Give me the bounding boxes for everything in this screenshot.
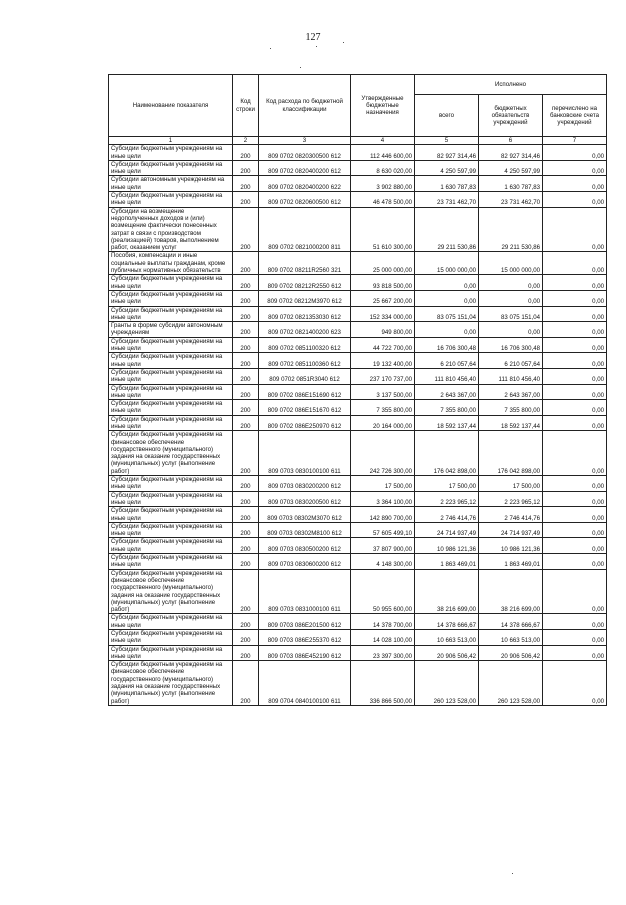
table-row [109,353,607,369]
table-row [109,290,607,306]
row-executed-total: 38 216 699,00 [415,569,479,614]
row-executed-obligations: 1 863 469,01 [479,554,543,570]
row-approved: 19 132 400,00 [351,353,415,369]
row-executed-obligations: 38 216 699,00 [479,569,543,614]
row-transferred: 0,00 [543,252,607,275]
row-transferred: 0,00 [543,275,607,291]
header-approved: Утвержденные бюджетные назначения [351,75,415,137]
header-name: Наименование показателя [109,75,233,137]
table-row [109,522,607,538]
table-row [109,491,607,507]
row-transferred: 0,00 [543,145,607,161]
row-executed-total: 1 630 787,83 [415,176,479,192]
row-executed-obligations: 83 075 151,04 [479,306,543,322]
row-executed-obligations: 0,00 [479,322,543,338]
table-row [109,554,607,570]
row-name: Субсидии бюджетным учреждениям на иные цели [109,306,233,322]
header-code: Код строки [233,75,259,137]
row-executed-obligations: 23 731 462,70 [479,192,543,208]
row-code: 200 [233,569,259,614]
row-transferred: 0,00 [543,353,607,369]
row-approved: 112 446 600,00 [351,145,415,161]
row-approved: 51 610 300,00 [351,207,415,252]
row-code: 200 [233,538,259,554]
scan-speck [300,67,301,68]
row-executed-obligations: 6 210 057,64 [479,353,543,369]
row-transferred: 0,00 [543,368,607,384]
row-classification-code: 809 0702 0851R3040 612 [259,368,351,384]
column-number: 3 [259,137,351,145]
row-approved: 336 866 500,00 [351,661,415,706]
row-code: 200 [233,614,259,630]
header-total: всего [415,95,479,137]
row-name: Субсидии бюджетным учреждениям на иные цели [109,400,233,416]
row-code: 200 [233,145,259,161]
row-classification-code: 809 0703 0830200200 612 [259,476,351,492]
row-classification-code: 809 0702 0820300500 612 [259,145,351,161]
table-row [109,569,607,614]
table-row [109,322,607,338]
row-executed-total: 18 592 137,44 [415,415,479,431]
row-transferred: 0,00 [543,400,607,416]
column-number: 6 [479,137,543,145]
row-executed-obligations: 2 643 367,00 [479,384,543,400]
table-header [109,75,607,145]
row-transferred: 0,00 [543,415,607,431]
row-transferred: 0,00 [543,476,607,492]
row-name: Субсидии бюджетным учреждениям на иные цели [109,145,233,161]
row-executed-obligations: 18 592 137,44 [479,415,543,431]
row-transferred: 0,00 [543,322,607,338]
row-classification-code: 809 0703 086E452190 612 [259,645,351,661]
row-name: Субсидии бюджетным учреждениям на иные цели [109,491,233,507]
row-approved: 93 818 500,00 [351,275,415,291]
table-row [109,207,607,252]
table-row [109,538,607,554]
row-executed-total: 0,00 [415,275,479,291]
row-approved: 3 137 500,00 [351,384,415,400]
row-executed-total: 82 927 314,46 [415,145,479,161]
table-row [109,630,607,646]
row-name: Гранты в форме субсидии автономным учреждениям [109,322,233,338]
row-classification-code: 809 0702 0820600500 612 [259,192,351,208]
row-classification-code: 809 0703 0831000100 611 [259,569,351,614]
row-approved: 50 955 600,00 [351,569,415,614]
row-approved: 57 605 499,10 [351,522,415,538]
row-executed-obligations: 14 378 666,67 [479,614,543,630]
row-code: 200 [233,252,259,275]
header-obligations: бюджетных обязательств учреждений [479,95,543,137]
row-approved: 237 170 737,00 [351,368,415,384]
row-transferred: 0,00 [543,176,607,192]
row-executed-obligations: 16 706 300,48 [479,337,543,353]
row-code: 200 [233,630,259,646]
row-name: Субсидии бюджетным учреждениям на иные цели [109,645,233,661]
row-approved: 142 890 700,00 [351,507,415,523]
row-approved: 4 148 300,00 [351,554,415,570]
budget-execution-table [108,74,607,706]
row-classification-code: 809 0702 08212R2550 612 [259,275,351,291]
row-code: 200 [233,322,259,338]
table-row [109,192,607,208]
table-row [109,431,607,476]
row-transferred: 0,00 [543,614,607,630]
row-classification-code: 809 0702 08211R2560 321 [259,252,351,275]
row-approved: 44 722 700,00 [351,337,415,353]
table-body [109,145,607,706]
row-approved: 46 478 500,00 [351,192,415,208]
row-code: 200 [233,353,259,369]
row-name: Субсидии бюджетным учреждениям на иные цели [109,522,233,538]
table-row [109,415,607,431]
row-executed-total: 20 906 506,42 [415,645,479,661]
row-executed-total: 4 250 597,99 [415,160,479,176]
column-number: 2 [233,137,259,145]
row-executed-obligations: 7 355 800,00 [479,400,543,416]
row-code: 200 [233,207,259,252]
row-executed-obligations: 0,00 [479,290,543,306]
row-code: 200 [233,522,259,538]
row-name: Субсидии бюджетным учреждениям на иные цели [109,275,233,291]
row-transferred: 0,00 [543,661,607,706]
row-classification-code: 809 0702 086E151690 612 [259,384,351,400]
row-executed-total: 10 663 513,00 [415,630,479,646]
row-executed-obligations: 176 042 898,00 [479,431,543,476]
row-transferred: 0,00 [543,491,607,507]
row-code: 200 [233,337,259,353]
row-executed-total: 23 731 462,70 [415,192,479,208]
row-code: 200 [233,645,259,661]
column-number: 5 [415,137,479,145]
row-code: 200 [233,507,259,523]
row-name: Субсидии бюджетным учреждениям на иные цели [109,353,233,369]
row-executed-total: 15 000 000,00 [415,252,479,275]
table-row [109,476,607,492]
row-name: Субсидии на возмещение недополученных доходов и (или) возмещение фактически понесенных затрат в связи с производством (реализацией) товаров, выполнением работ, оказанием услуг [109,207,233,252]
row-transferred: 0,00 [543,645,607,661]
row-classification-code: 809 0703 0830600200 612 [259,554,351,570]
row-executed-total: 10 986 121,36 [415,538,479,554]
row-classification-code: 809 0703 086E255370 612 [259,630,351,646]
table-row [109,176,607,192]
row-classification-code: 809 0702 086E151670 612 [259,400,351,416]
row-executed-total: 29 211 530,86 [415,207,479,252]
row-name: Субсидии бюджетным учреждениям на иные цели [109,476,233,492]
row-transferred: 0,00 [543,384,607,400]
row-executed-obligations: 260 123 528,00 [479,661,543,706]
table-row [109,614,607,630]
row-name: Субсидии бюджетным учреждениям на иные цели [109,507,233,523]
row-executed-total: 24 714 937,49 [415,522,479,538]
row-approved: 23 397 300,00 [351,645,415,661]
row-executed-total: 2 223 965,12 [415,491,479,507]
row-approved: 25 000 000,00 [351,252,415,275]
row-approved: 949 800,00 [351,322,415,338]
row-code: 200 [233,431,259,476]
row-executed-total: 1 863 469,01 [415,554,479,570]
page-number: 127 [305,32,321,43]
table-row [109,306,607,322]
row-name: Субсидии автономным учреждениям на иные цели [109,176,233,192]
row-classification-code: 809 0702 0851100360 612 [259,353,351,369]
row-executed-obligations: 0,00 [479,275,543,291]
row-approved: 152 334 000,00 [351,306,415,322]
row-executed-obligations: 29 211 530,86 [479,207,543,252]
row-code: 200 [233,275,259,291]
row-approved: 37 807 900,00 [351,538,415,554]
scan-speck [316,46,317,47]
column-number: 7 [543,137,607,145]
scan-speck [270,48,271,49]
row-executed-total: 260 123 528,00 [415,661,479,706]
row-code: 200 [233,176,259,192]
row-name: Субсидии бюджетным учреждениям на иные цели [109,160,233,176]
row-code: 200 [233,476,259,492]
row-code: 200 [233,661,259,706]
column-numbers-row [109,137,607,145]
row-executed-obligations: 4 250 597,99 [479,160,543,176]
row-approved: 20 164 000,00 [351,415,415,431]
table-row [109,400,607,416]
row-name: Субсидии бюджетным учреждениям на финансовое обеспечение государственного (муниципального) задания на оказание государственных (муниципальных) услуг (выполнение работ) [109,569,233,614]
row-executed-obligations: 2 223 965,12 [479,491,543,507]
row-executed-total: 111 810 456,40 [415,368,479,384]
row-name: Пособия, компенсации и иные социальные выплаты гражданам, кроме публичных нормативных обязательств [109,252,233,275]
column-number: 4 [351,137,415,145]
row-code: 200 [233,306,259,322]
row-transferred: 0,00 [543,306,607,322]
row-executed-total: 17 500,00 [415,476,479,492]
header-classification: Код расхода по бюджетной классификации [259,75,351,137]
row-executed-obligations: 111 810 456,40 [479,368,543,384]
row-name: Субсидии бюджетным учреждениям на иные цели [109,614,233,630]
row-name: Субсидии бюджетным учреждениям на иные цели [109,554,233,570]
row-executed-total: 14 378 666,67 [415,614,479,630]
row-approved: 3 364 100,00 [351,491,415,507]
row-approved: 17 500,00 [351,476,415,492]
row-executed-total: 6 210 057,64 [415,353,479,369]
table-row [109,384,607,400]
row-transferred: 0,00 [543,522,607,538]
row-classification-code: 809 0702 0820400200 612 [259,160,351,176]
row-transferred: 0,00 [543,337,607,353]
scan-speck [512,873,513,874]
row-approved: 3 902 880,00 [351,176,415,192]
table-row [109,645,607,661]
row-executed-total: 16 706 300,48 [415,337,479,353]
table-row [109,145,607,161]
row-classification-code: 809 0704 0840100100 611 [259,661,351,706]
row-code: 200 [233,368,259,384]
row-executed-obligations: 1 630 787,83 [479,176,543,192]
column-number: 1 [109,137,233,145]
row-code: 200 [233,160,259,176]
row-name: Субсидии бюджетным учреждениям на иные цели [109,290,233,306]
row-executed-obligations: 10 986 121,36 [479,538,543,554]
row-classification-code: 809 0702 08212M3970 612 [259,290,351,306]
row-code: 200 [233,554,259,570]
row-executed-obligations: 2 746 414,76 [479,507,543,523]
row-code: 200 [233,415,259,431]
row-classification-code: 809 0703 0830500200 612 [259,538,351,554]
row-transferred: 0,00 [543,207,607,252]
row-executed-total: 2 643 367,00 [415,384,479,400]
row-code: 200 [233,290,259,306]
header-transferred: перечислено на банковские счета учреждений [543,95,607,137]
row-transferred: 0,00 [543,569,607,614]
row-classification-code: 809 0702 0821000200 811 [259,207,351,252]
row-transferred: 0,00 [543,290,607,306]
row-approved: 8 630 020,00 [351,160,415,176]
row-executed-total: 0,00 [415,290,479,306]
row-name: Субсидии бюджетным учреждениям на иные цели [109,368,233,384]
row-transferred: 0,00 [543,160,607,176]
row-classification-code: 809 0702 086E250970 612 [259,415,351,431]
row-executed-total: 0,00 [415,322,479,338]
row-classification-code: 809 0703 08302M8100 612 [259,522,351,538]
row-name: Субсидии бюджетным учреждениям на финансовое обеспечение государственного (муниципального) задания на оказание государственных (муниципальных) услуг (выполнение работ) [109,431,233,476]
row-classification-code: 809 0702 0821353030 612 [259,306,351,322]
row-name: Субсидии бюджетным учреждениям на иные цели [109,538,233,554]
header-executed: Исполнено [415,75,607,95]
table-row [109,252,607,275]
row-executed-obligations: 17 500,00 [479,476,543,492]
row-classification-code: 809 0703 0830100100 611 [259,431,351,476]
row-name: Субсидии бюджетным учреждениям на финансовое обеспечение государственного (муниципального) задания на оказание государственных (муниципальных) услуг (выполнение работ) [109,661,233,706]
row-name: Субсидии бюджетным учреждениям на иные цели [109,415,233,431]
table-row [109,337,607,353]
row-name: Субсидии бюджетным учреждениям на иные цели [109,384,233,400]
row-code: 200 [233,192,259,208]
row-approved: 14 378 700,00 [351,614,415,630]
row-transferred: 0,00 [543,630,607,646]
table-row [109,275,607,291]
row-code: 200 [233,384,259,400]
row-executed-obligations: 82 927 314,46 [479,145,543,161]
row-code: 200 [233,491,259,507]
row-executed-total: 7 355 800,00 [415,400,479,416]
row-approved: 25 667 200,00 [351,290,415,306]
row-transferred: 0,00 [543,431,607,476]
row-executed-total: 2 746 414,76 [415,507,479,523]
table-row [109,160,607,176]
table-row [109,368,607,384]
row-executed-obligations: 20 906 506,42 [479,645,543,661]
row-executed-obligations: 10 663 513,00 [479,630,543,646]
row-code: 200 [233,400,259,416]
row-classification-code: 809 0703 0830200500 612 [259,491,351,507]
row-transferred: 0,00 [543,554,607,570]
table-row [109,661,607,706]
scan-speck [343,42,344,43]
row-classification-code: 809 0703 08302M3070 612 [259,507,351,523]
row-classification-code: 809 0702 0821400200 623 [259,322,351,338]
row-classification-code: 809 0702 0820400200 622 [259,176,351,192]
row-classification-code: 809 0702 0851100320 612 [259,337,351,353]
row-classification-code: 809 0703 086E201500 612 [259,614,351,630]
row-transferred: 0,00 [543,538,607,554]
row-approved: 242 726 300,00 [351,431,415,476]
row-executed-obligations: 15 000 000,00 [479,252,543,275]
row-transferred: 0,00 [543,507,607,523]
row-name: Субсидии бюджетным учреждениям на иные цели [109,337,233,353]
row-transferred: 0,00 [543,192,607,208]
row-approved: 7 355 800,00 [351,400,415,416]
table-row [109,507,607,523]
row-executed-total: 83 075 151,04 [415,306,479,322]
row-executed-total: 176 042 898,00 [415,431,479,476]
row-name: Субсидии бюджетным учреждениям на иные цели [109,630,233,646]
row-name: Субсидии бюджетным учреждениям на иные цели [109,192,233,208]
row-executed-obligations: 24 714 937,49 [479,522,543,538]
row-approved: 14 028 100,00 [351,630,415,646]
